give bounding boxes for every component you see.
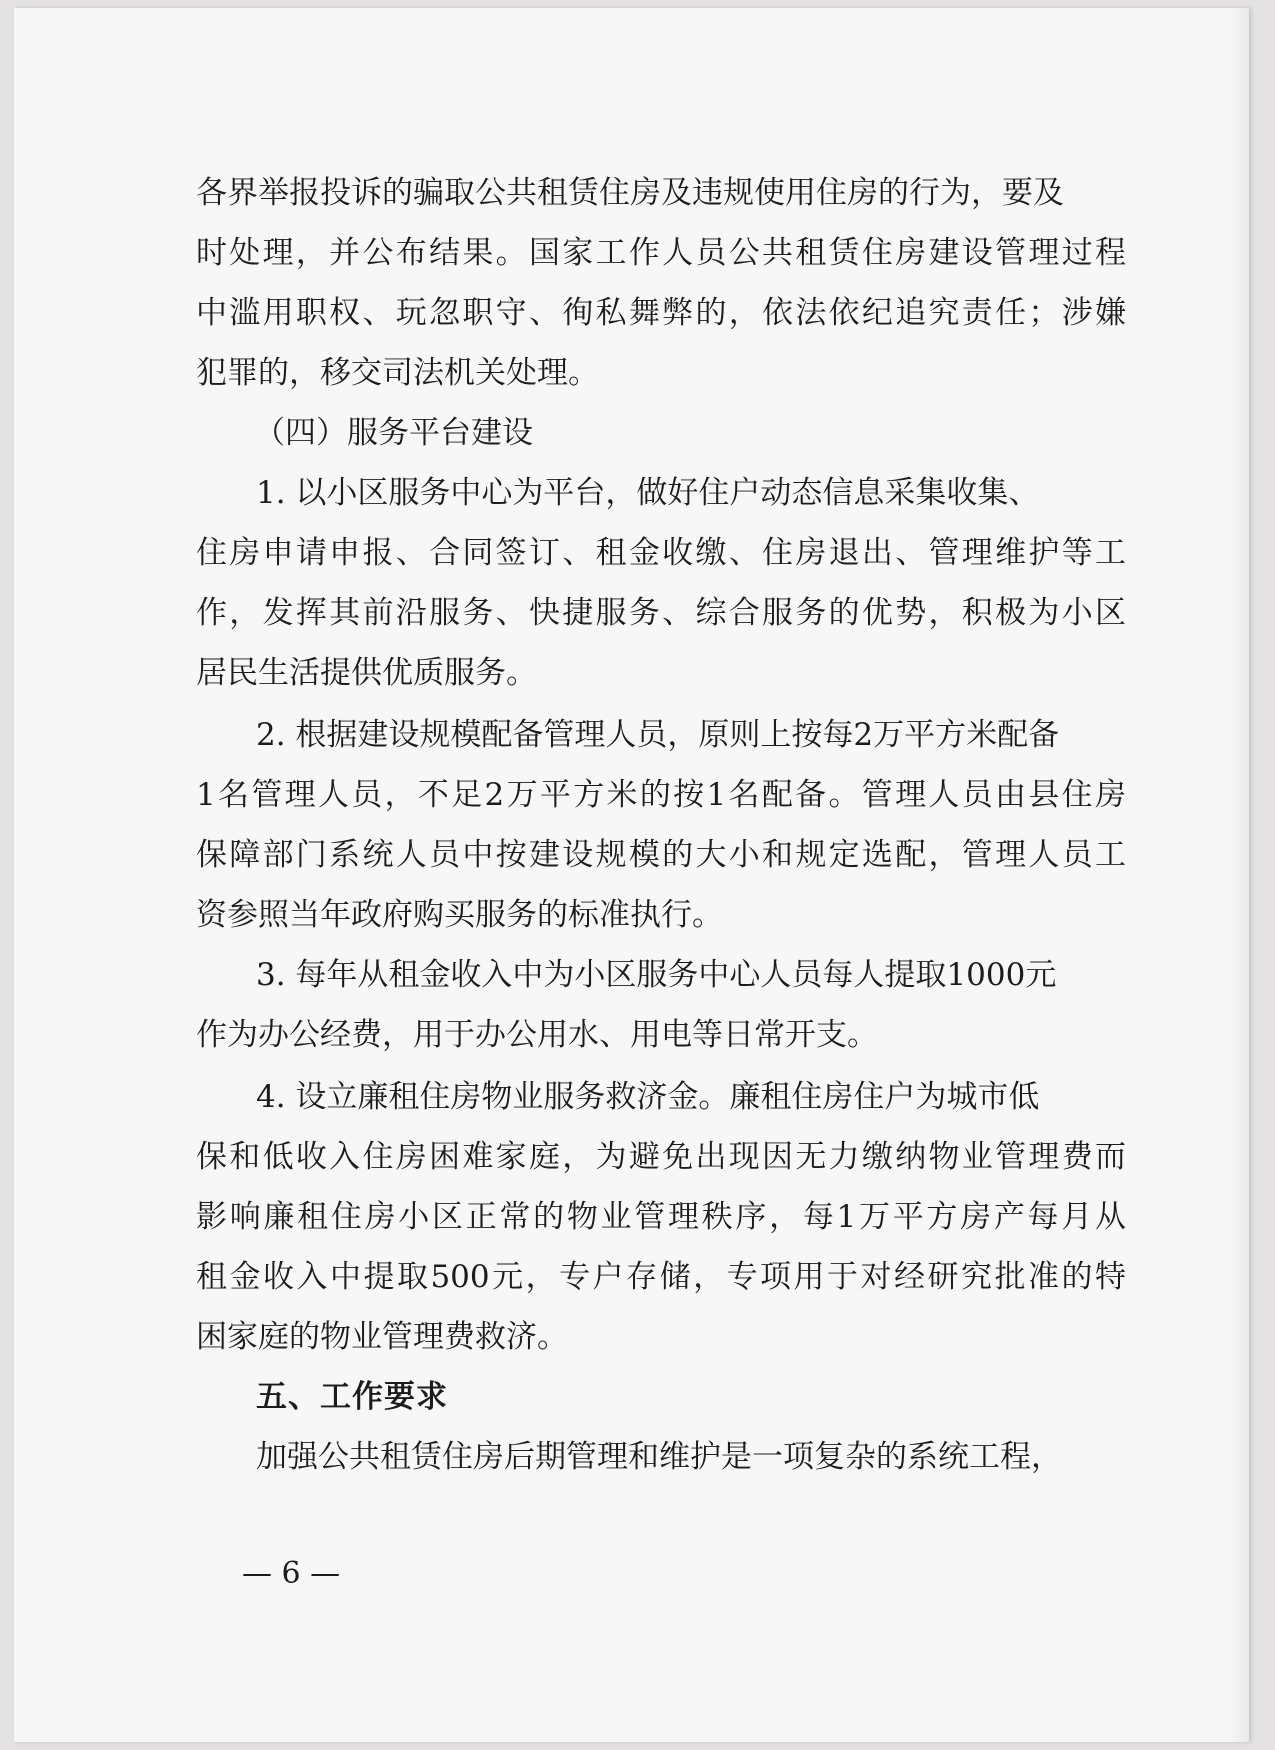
text-line: 保和低收入住房困难家庭，为避免出现因无力缴纳物业管理费而 bbox=[196, 1139, 1126, 1175]
text-line: 租金收入中提取500元，专户存储，专项用于对经研究批准的特 bbox=[196, 1259, 1126, 1295]
text-line: 影响廉租住房小区正常的物业管理秩序，每1万平方房产每月从 bbox=[196, 1199, 1126, 1235]
text-line: 加强公共租赁住房后期管理和维护是一项复杂的系统工程， bbox=[256, 1439, 1062, 1475]
text-line: 资参照当年政府购买服务的标准执行。 bbox=[196, 897, 723, 933]
text-line: 住房申请申报、合同签订、租金收缴、住房退出、管理维护等工 bbox=[196, 535, 1126, 571]
text-line: 4. 设立廉租住房物业服务救济金。廉租住房住户为城市低 bbox=[256, 1079, 1040, 1115]
text-line: 保障部门系统人员中按建设规模的大小和规定选配，管理人员工 bbox=[196, 837, 1126, 873]
section-heading: （四）服务平台建设 bbox=[254, 415, 533, 451]
text-line: 2. 根据建设规模配备管理人员，原则上按每2万平方米配备 bbox=[256, 717, 1060, 753]
text-line: 作，发挥其前沿服务、快捷服务、综合服务的优势，积极为小区 bbox=[196, 595, 1126, 631]
text-line: 时处理，并公布结果。国家工作人员公共租赁住房建设管理过程 bbox=[196, 235, 1126, 271]
document-page bbox=[14, 8, 1249, 1742]
text-line: 困家庭的物业管理费救济。 bbox=[196, 1319, 568, 1355]
text-line: 犯罪的，移交司法机关处理。 bbox=[196, 355, 599, 391]
text-line: 1名管理人员，不足2万平方米的按1名配备。管理人员由县住房 bbox=[196, 777, 1126, 813]
text-line: 3. 每年从租金收入中为小区服务中心人员每人提取1000元 bbox=[256, 957, 1057, 993]
page-number: — 6 — bbox=[242, 1556, 341, 1591]
text-line: 作为办公经费，用于办公用水、用电等日常开支。 bbox=[196, 1017, 878, 1053]
text-line: 1. 以小区服务中心为平台，做好住户动态信息采集收集、 bbox=[256, 475, 1040, 511]
text-line: 各界举报投诉的骗取公共租赁住房及违规使用住房的行为，要及 bbox=[196, 175, 1064, 211]
chapter-heading: 五、工作要求 bbox=[256, 1379, 448, 1415]
text-line: 居民生活提供优质服务。 bbox=[196, 655, 537, 691]
text-line: 中滥用职权、玩忽职守、徇私舞弊的，依法依纪追究责任；涉嫌 bbox=[196, 295, 1126, 331]
